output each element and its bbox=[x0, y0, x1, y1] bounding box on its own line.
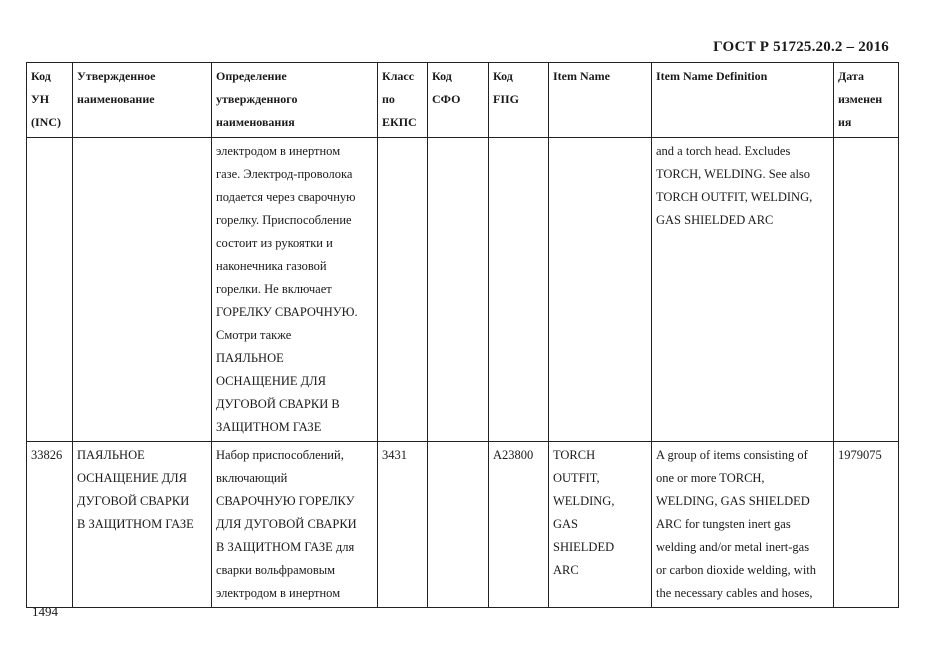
text-line: Дата bbox=[838, 69, 864, 83]
text-line: Утвержденное bbox=[77, 69, 156, 83]
text-line: TORCH, WELDING. See also bbox=[656, 167, 811, 181]
text-line: and a torch head. Excludes bbox=[656, 144, 791, 158]
text-line: Класс bbox=[382, 69, 415, 83]
text-line: ГОРЕЛКУ СВАРОЧНУЮ. bbox=[216, 305, 358, 319]
text-line: ДУГОВОЙ СВАРКИ В bbox=[216, 397, 340, 411]
text-line: УН bbox=[31, 92, 50, 106]
text-line: изменен bbox=[838, 92, 883, 106]
header-sfo-code bbox=[428, 63, 489, 138]
cell-approved-name bbox=[73, 138, 212, 442]
text-line: наименования bbox=[216, 115, 295, 129]
cell-fiig-code: A23800 bbox=[489, 442, 549, 608]
page-number: 1494 bbox=[32, 604, 58, 619]
text-line: one or more TORCH, bbox=[656, 471, 765, 485]
text-line: ия bbox=[838, 115, 852, 129]
text-line: Код bbox=[432, 69, 452, 83]
text-line: подается через сварочную bbox=[216, 190, 356, 204]
cell-sfo-code bbox=[428, 138, 489, 442]
cell-sfo-code bbox=[428, 442, 489, 608]
text-line: WELDING, GAS SHIELDED bbox=[656, 494, 810, 508]
cell-definition bbox=[212, 138, 378, 442]
classification-table bbox=[26, 62, 899, 608]
text-line: включающий bbox=[216, 471, 288, 485]
text-line: газе. Электрод-проволока bbox=[216, 167, 353, 181]
cell-item-name bbox=[549, 138, 652, 442]
text-line: Item Name Definition bbox=[656, 69, 768, 83]
cell-ekps-class bbox=[378, 138, 428, 442]
header-item-name bbox=[549, 63, 652, 138]
text-line: Набор приспособлений, bbox=[216, 448, 344, 462]
cell-inc: 33826 bbox=[27, 442, 73, 608]
text-line: ARC for tungsten inert gas bbox=[656, 517, 791, 531]
text-line: горелки. Не включает bbox=[216, 282, 332, 296]
header-approved-name bbox=[73, 63, 212, 138]
cell-change-date: 1979075 bbox=[834, 442, 899, 608]
header-change-date bbox=[834, 63, 899, 138]
text-line: ОСНАЩЕНИЕ ДЛЯ bbox=[77, 471, 187, 485]
text-line: электродом в инертном bbox=[216, 586, 341, 600]
text-line: В ЗАЩИТНОМ ГАЗЕ bbox=[77, 517, 194, 531]
text-line: welding and/or metal inert-gas bbox=[656, 540, 810, 554]
text-line: по bbox=[382, 92, 395, 106]
text-line: В ЗАЩИТНОМ ГАЗЕ для bbox=[216, 540, 355, 554]
cell-change-date bbox=[834, 138, 899, 442]
text-line: FIIG bbox=[493, 92, 520, 106]
text-line: наименование bbox=[77, 92, 155, 106]
text-line: состоит из рукоятки и bbox=[216, 236, 333, 250]
text-line: GAS bbox=[553, 517, 579, 531]
table-row bbox=[27, 138, 899, 442]
header-ekps-class bbox=[378, 63, 428, 138]
cell-definition bbox=[212, 442, 378, 608]
text-line: Определение bbox=[216, 69, 287, 83]
table-header-row bbox=[27, 63, 899, 138]
text-line: Код bbox=[31, 69, 51, 83]
text-line: ПАЯЛЬНОЕ bbox=[216, 351, 284, 365]
document-standard-header: ГОСТ Р 51725.20.2 – 2016 bbox=[713, 39, 889, 55]
header-inc bbox=[27, 63, 73, 138]
text-line: A group of items consisting of bbox=[656, 448, 808, 462]
cell-approved-name bbox=[73, 442, 212, 608]
text-line: ЕКПС bbox=[382, 115, 417, 129]
text-line: the necessary cables and hoses, bbox=[656, 586, 813, 600]
cell-inc bbox=[27, 138, 73, 442]
text-line: СФО bbox=[432, 92, 461, 106]
header-item-name-definition bbox=[652, 63, 834, 138]
text-line: OUTFIT, bbox=[553, 471, 600, 485]
cell-fiig-code bbox=[489, 138, 549, 442]
text-line: Код bbox=[493, 69, 513, 83]
cell-item-name-definition bbox=[652, 442, 834, 608]
text-line: Смотри также bbox=[216, 328, 292, 342]
text-line: (INC) bbox=[31, 115, 61, 129]
header-fiig-code bbox=[489, 63, 549, 138]
text-line: электродом в инертном bbox=[216, 144, 341, 158]
text-line: WELDING, bbox=[553, 494, 615, 508]
text-line: SHIELDED bbox=[553, 540, 615, 554]
cell-item-name-definition bbox=[652, 138, 834, 442]
text-line: ПАЯЛЬНОЕ bbox=[77, 448, 145, 462]
text-line: ОСНАЩЕНИЕ ДЛЯ bbox=[216, 374, 326, 388]
text-line: GAS SHIELDED ARC bbox=[656, 213, 774, 227]
text-line: TORCH bbox=[553, 448, 596, 462]
text-line: горелку. Приспособление bbox=[216, 213, 352, 227]
cell-ekps-class: 3431 bbox=[378, 442, 428, 608]
text-line: TORCH OUTFIT, WELDING, bbox=[656, 190, 813, 204]
header-definition bbox=[212, 63, 378, 138]
table-row bbox=[27, 442, 899, 608]
text-line: or carbon dioxide welding, with bbox=[656, 563, 817, 577]
text-line: ДУГОВОЙ СВАРКИ bbox=[77, 494, 190, 508]
text-line: Item Name bbox=[553, 69, 610, 83]
text-line: сварки вольфрамовым bbox=[216, 563, 336, 577]
text-line: утвержденного bbox=[216, 92, 298, 106]
text-line: наконечника газовой bbox=[216, 259, 327, 273]
text-line: ARC bbox=[553, 563, 579, 577]
cell-item-name bbox=[549, 442, 652, 608]
text-line: СВАРОЧНУЮ ГОРЕЛКУ bbox=[216, 494, 355, 508]
text-line: ЗАЩИТНОМ ГАЗЕ bbox=[216, 420, 322, 434]
text-line: ДЛЯ ДУГОВОЙ СВАРКИ bbox=[216, 517, 357, 531]
